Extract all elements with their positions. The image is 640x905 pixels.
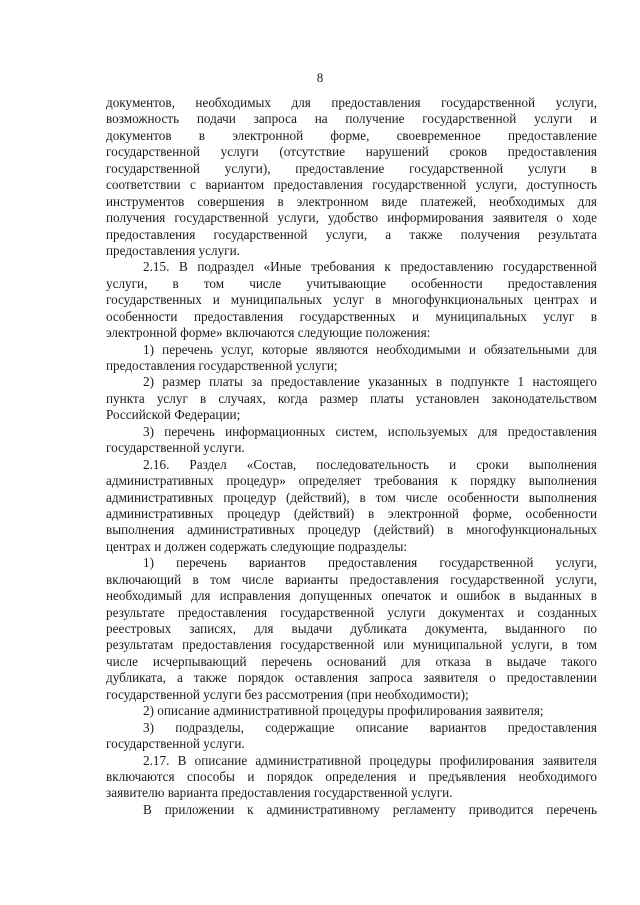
text-line: 3) перечень информационных систем, используемых для предоставления bbox=[143, 423, 597, 439]
text-line: административных процедур (действий) в электронной форме, особенности bbox=[106, 505, 597, 521]
paragraph-2-16-item-1 bbox=[106, 555, 597, 703]
text-line: соответствии с вариантом предоставления государственной услуги, доступность bbox=[106, 177, 597, 193]
text-line: 3) подразделы, содержащие описание вариантов предоставления bbox=[143, 719, 597, 735]
text-line: пункта услуг в случаях, когда размер платы установлен законодательством bbox=[106, 390, 597, 406]
page-number: 8 bbox=[316, 70, 324, 85]
paragraph-intro bbox=[106, 95, 597, 259]
document-body bbox=[106, 95, 597, 818]
text-line: административных процедур» определяет требования к порядку выполнения bbox=[106, 473, 597, 489]
text-line: предоставления услуги. bbox=[106, 242, 240, 258]
text-line: инструментов совершения в электронном виде платежей, необходимых для bbox=[106, 193, 597, 209]
text-line: Российской Федерации; bbox=[106, 407, 241, 423]
text-line: 2.16. Раздел «Состав, последовательность и сроки выполнения bbox=[143, 456, 597, 472]
paragraph-2-15-item-3 bbox=[106, 424, 597, 457]
paragraph-2-16-item-2 bbox=[106, 703, 597, 719]
text-line: результате предоставления государственной услуги документах и созданных bbox=[106, 604, 597, 620]
text-line: государственной услуги (отсутствие нарушений сроков предоставления bbox=[106, 144, 597, 160]
text-line: документов, необходимых для предоставления государственной услуги, bbox=[106, 95, 597, 110]
paragraph-appendix bbox=[106, 802, 597, 818]
text-line: результатам предоставления государственной или муниципальной услуги, в том bbox=[106, 637, 597, 653]
text-line: дубликата, а также порядок оставления запроса заявителя о предоставлении bbox=[106, 670, 597, 686]
text-line: электронной форме» включаются следующие положения: bbox=[106, 325, 431, 341]
paragraph-2-16 bbox=[106, 457, 597, 556]
text-line: 1) перечень вариантов предоставления государственной услуги, bbox=[143, 555, 597, 571]
text-line: документов в электронной форме, своевременное предоставление bbox=[106, 127, 597, 143]
text-line: 2.15. В подраздел «Иные требования к предоставлению государственной bbox=[143, 259, 597, 275]
text-line: административных процедур (действий), в том числе особенности выполнения bbox=[106, 489, 597, 505]
text-line: выполнения административных процедур (действий) в многофункциональных bbox=[106, 522, 597, 538]
text-line: государственной услуги. bbox=[106, 736, 245, 752]
text-line: государственной услуги), предоставление государственной услуги в bbox=[106, 160, 597, 176]
text-line: заявителю варианта предоставления государственной услуги. bbox=[106, 785, 453, 801]
paragraph-2-15-item-1 bbox=[106, 342, 597, 375]
paragraph-2-16-item-3 bbox=[106, 720, 597, 753]
text-line: предоставления государственной услуги, а также получения результата bbox=[106, 226, 597, 242]
text-line: государственных и муниципальных услуг в многофункциональных центрах и bbox=[106, 292, 597, 308]
paragraph-2-15 bbox=[106, 259, 597, 341]
text-line: центрах и должен содержать следующие подразделы: bbox=[106, 538, 408, 554]
text-line: 2.17. В описание административной процедуры профилирования заявителя bbox=[143, 752, 597, 768]
paragraph-2-17 bbox=[106, 753, 597, 802]
text-line: государственной услуги без рассмотрения (при необходимости); bbox=[106, 686, 469, 702]
text-line: 2) размер платы за предоставление указанных в подпункте 1 настоящего bbox=[143, 374, 597, 390]
text-line: включаются способы и порядок определения и предъявления необходимого bbox=[106, 768, 597, 784]
text-line: числе исчерпывающий перечень оснований для отказа в выдаче такого bbox=[106, 653, 597, 669]
text-line: В приложении к административному регламенту приводится перечень bbox=[143, 801, 597, 817]
text-line: возможность подачи запроса на получение государственной услуги и bbox=[106, 111, 597, 127]
text-line: государственной услуги. bbox=[106, 440, 245, 456]
text-line: особенности предоставления государственных и муниципальных услуг в bbox=[106, 308, 597, 324]
text-line: 2) описание административной процедуры профилирования заявителя; bbox=[143, 703, 544, 719]
text-line: включающий в том числе варианты предоставления государственной услуги, bbox=[106, 571, 597, 587]
text-line: необходимый для исправления допущенных опечаток и ошибок в выданных в bbox=[106, 588, 597, 604]
text-line: реестровых записях, для выдачи дубликата документа, выданного по bbox=[106, 621, 597, 636]
text-line: получения государственной услуги, удобство информирования заявителя о ходе bbox=[106, 210, 597, 226]
text-line: услуги, в том числе учитывающие особенности предоставления bbox=[106, 275, 597, 291]
text-line: предоставления государственной услуги; bbox=[106, 358, 338, 373]
text-line: 1) перечень услуг, которые являются необходимыми и обязательными для bbox=[143, 341, 597, 357]
paragraph-2-15-item-2 bbox=[106, 374, 597, 423]
